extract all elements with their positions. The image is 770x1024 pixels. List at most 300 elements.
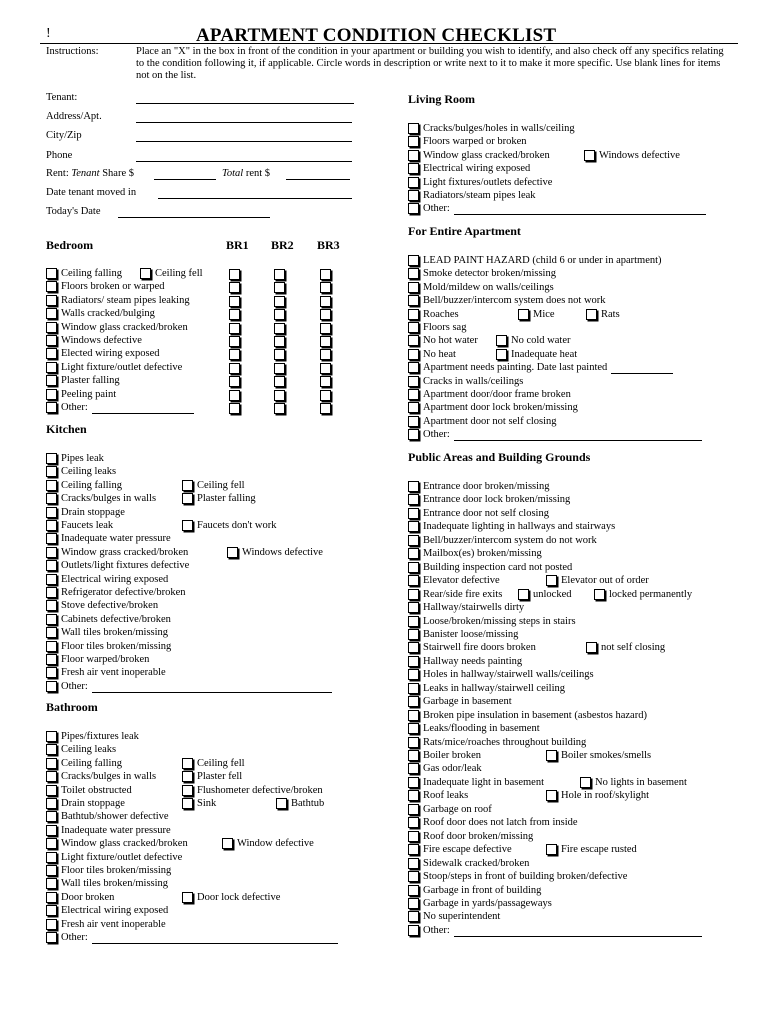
moved-in-field[interactable] bbox=[158, 198, 352, 199]
checkbox[interactable] bbox=[518, 309, 529, 320]
bathroom-item-inadequate-water-pressure[interactable] bbox=[46, 824, 171, 838]
bedroom-br2-checkbox[interactable] bbox=[274, 296, 285, 307]
entire-apartment-item-lead-paint-hazard-child-6-or-under-in-apartment[interactable] bbox=[408, 254, 662, 268]
checkbox[interactable] bbox=[408, 871, 419, 882]
public-areas-item-sidewalk-cracked-broken[interactable] bbox=[408, 857, 529, 871]
public-areas-item-roof-leaks[interactable] bbox=[408, 789, 468, 803]
bedroom-item-elected-wiring-exposed[interactable] bbox=[46, 347, 160, 361]
checkbox[interactable] bbox=[408, 429, 419, 440]
kitchen-item-inadequate-water-pressure[interactable] bbox=[46, 532, 171, 546]
public-areas-item-other[interactable] bbox=[408, 924, 702, 938]
public-areas-item-stairwell-fire-doors-broken[interactable] bbox=[408, 641, 536, 655]
living-room-item-radiators-steam-pipes-leak[interactable] bbox=[408, 189, 536, 203]
bedroom-br1-checkbox[interactable] bbox=[229, 296, 240, 307]
entire-apartment-item-apartment-needs-painting-date-last-painted[interactable] bbox=[408, 361, 673, 375]
checkbox[interactable] bbox=[546, 790, 557, 801]
checkbox[interactable] bbox=[546, 575, 557, 586]
checkbox[interactable] bbox=[586, 309, 597, 320]
public-areas-item-roof-door-broken-missing[interactable] bbox=[408, 830, 533, 844]
checkbox[interactable] bbox=[408, 203, 419, 214]
living-room-item-window-glass-cracked-broken[interactable] bbox=[408, 149, 550, 163]
public-areas-item-not-self-closing[interactable] bbox=[586, 641, 665, 655]
checkbox[interactable] bbox=[408, 858, 419, 869]
checkbox[interactable] bbox=[408, 508, 419, 519]
checkbox[interactable] bbox=[408, 898, 419, 909]
checkbox[interactable] bbox=[46, 520, 57, 531]
public-areas-item-elevator-defective[interactable] bbox=[408, 574, 500, 588]
bedroom-item-walls-cracked-bulging[interactable] bbox=[46, 307, 155, 321]
kitchen-item-electrical-wiring-exposed[interactable] bbox=[46, 573, 168, 587]
bathroom-item-ceiling-falling[interactable] bbox=[46, 757, 122, 771]
checkbox[interactable] bbox=[46, 560, 57, 571]
bathroom-item-toilet-obstructed[interactable] bbox=[46, 784, 132, 798]
bedroom-br3-checkbox[interactable] bbox=[320, 363, 331, 374]
write-in-line[interactable] bbox=[92, 403, 194, 414]
kitchen-item-pipes-leak[interactable] bbox=[46, 452, 104, 466]
checkbox[interactable] bbox=[408, 177, 419, 188]
entire-apartment-item-mold-mildew-on-walls-ceilings[interactable] bbox=[408, 281, 554, 295]
bathroom-item-electrical-wiring-exposed[interactable] bbox=[46, 904, 168, 918]
bedroom-br1-checkbox[interactable] bbox=[229, 282, 240, 293]
write-in-line[interactable] bbox=[454, 926, 702, 937]
bedroom-br3-checkbox[interactable] bbox=[320, 376, 331, 387]
kitchen-item-other[interactable] bbox=[46, 680, 332, 694]
bathroom-item-other[interactable] bbox=[46, 931, 338, 945]
public-areas-item-leaks-in-hallway-stairwell-ceiling[interactable] bbox=[408, 682, 565, 696]
bedroom-item-other[interactable] bbox=[46, 401, 194, 415]
checkbox[interactable] bbox=[46, 892, 57, 903]
checkbox[interactable] bbox=[46, 480, 57, 491]
bedroom-br3-checkbox[interactable] bbox=[320, 390, 331, 401]
total-rent-field[interactable] bbox=[286, 179, 350, 180]
entire-apartment-item-other[interactable] bbox=[408, 428, 702, 442]
bathroom-item-sink[interactable] bbox=[182, 797, 216, 811]
checkbox[interactable] bbox=[46, 389, 57, 400]
bedroom-item-light-fixture-outlet-defective[interactable] bbox=[46, 361, 182, 375]
public-areas-item-building-inspection-card-not-posted[interactable] bbox=[408, 561, 572, 575]
bedroom-br2-checkbox[interactable] bbox=[274, 363, 285, 374]
checkbox[interactable] bbox=[46, 905, 57, 916]
checkbox[interactable] bbox=[46, 667, 57, 678]
bathroom-item-cracks-bulges-in-walls[interactable] bbox=[46, 770, 156, 784]
checkbox[interactable] bbox=[46, 335, 57, 346]
public-areas-item-garbage-in-front-of-building[interactable] bbox=[408, 884, 541, 898]
checkbox[interactable] bbox=[182, 892, 193, 903]
checkbox[interactable] bbox=[408, 911, 419, 922]
checkbox[interactable] bbox=[496, 349, 507, 360]
checkbox[interactable] bbox=[586, 642, 597, 653]
header-rule bbox=[40, 43, 738, 44]
checkbox[interactable] bbox=[408, 616, 419, 627]
checkbox[interactable] bbox=[408, 150, 419, 161]
checkbox[interactable] bbox=[46, 322, 57, 333]
public-areas-item-leaks-flooding-in-basement[interactable] bbox=[408, 722, 540, 736]
living-room-item-other[interactable] bbox=[408, 202, 706, 216]
bedroom-br3-checkbox[interactable] bbox=[320, 269, 331, 280]
bedroom-br1-checkbox[interactable] bbox=[229, 390, 240, 401]
public-areas-item-locked-permanently[interactable] bbox=[594, 588, 692, 602]
bedroom-item-plaster-falling[interactable] bbox=[46, 374, 120, 388]
checkbox[interactable] bbox=[182, 798, 193, 809]
kitchen-item-ceiling-falling[interactable] bbox=[46, 479, 122, 493]
bathroom-item-floor-tiles-broken-missing[interactable] bbox=[46, 864, 171, 878]
checkbox[interactable] bbox=[408, 255, 419, 266]
write-in-line[interactable] bbox=[454, 204, 706, 215]
living-room-item-electrical-wiring-exposed[interactable] bbox=[408, 162, 530, 176]
bathroom-item-bathtub-shower-defective[interactable] bbox=[46, 810, 169, 824]
entire-apartment-item-apartment-door-lock-broken-missing[interactable] bbox=[408, 401, 578, 415]
bedroom-br1-checkbox[interactable] bbox=[229, 403, 240, 414]
checkbox[interactable] bbox=[408, 885, 419, 896]
checkbox[interactable] bbox=[408, 481, 419, 492]
checkbox[interactable] bbox=[408, 521, 419, 532]
public-areas-item-broken-pipe-insulation-in-basement-asbestos-hazard[interactable] bbox=[408, 709, 647, 723]
public-areas-item-garbage-in-yards-passageways[interactable] bbox=[408, 897, 552, 911]
tenant-share-field[interactable] bbox=[154, 179, 216, 180]
entire-apartment-item-no-cold-water[interactable] bbox=[496, 334, 570, 348]
checkbox[interactable] bbox=[408, 790, 419, 801]
checkbox[interactable] bbox=[408, 804, 419, 815]
entire-apartment-item-bell-buzzer-intercom-system-does-not-work[interactable] bbox=[408, 294, 606, 308]
checkbox[interactable] bbox=[46, 919, 57, 930]
checkbox[interactable] bbox=[46, 308, 57, 319]
checkbox[interactable] bbox=[580, 777, 591, 788]
public-areas-item-inadequate-lighting-in-hallways-and-stairways[interactable] bbox=[408, 520, 615, 534]
kitchen-item-cracks-bulges-in-walls[interactable] bbox=[46, 492, 156, 506]
item-label: Walls cracked/bulging bbox=[61, 308, 155, 319]
cityzip-field[interactable] bbox=[136, 141, 352, 142]
public-areas-item-no-lights-in-basement[interactable] bbox=[580, 776, 687, 790]
bedroom-br1-checkbox[interactable] bbox=[229, 323, 240, 334]
checkbox[interactable] bbox=[408, 710, 419, 721]
phone-field[interactable] bbox=[136, 161, 352, 162]
bathroom-item-bathtub[interactable] bbox=[276, 797, 324, 811]
checkbox[interactable] bbox=[227, 547, 238, 558]
checkbox[interactable] bbox=[408, 322, 419, 333]
bedroom-br3-checkbox[interactable] bbox=[320, 309, 331, 320]
checkbox[interactable] bbox=[46, 627, 57, 638]
kitchen-item-floor-warped-broken[interactable] bbox=[46, 653, 149, 667]
bathroom-item-window-defective[interactable] bbox=[222, 837, 314, 851]
checkbox[interactable] bbox=[408, 629, 419, 640]
checkbox[interactable] bbox=[408, 696, 419, 707]
entire-apartment-item-cracks-in-walls-ceilings[interactable] bbox=[408, 375, 523, 389]
public-areas-item-banister-loose-missing[interactable] bbox=[408, 628, 518, 642]
checkbox[interactable] bbox=[46, 281, 57, 292]
bedroom-br1-checkbox[interactable] bbox=[229, 269, 240, 280]
kitchen-item-window-grass-cracked-broken[interactable] bbox=[46, 546, 188, 560]
checkbox[interactable] bbox=[408, 123, 419, 134]
kitchen-item-outlets-light-fixtures-defective[interactable] bbox=[46, 559, 189, 573]
checkbox[interactable] bbox=[408, 282, 419, 293]
kitchen-item-stove-defective-broken[interactable] bbox=[46, 599, 158, 613]
public-areas-item-mailbox-es-broken-missing[interactable] bbox=[408, 547, 542, 561]
bedroom-br3-checkbox[interactable] bbox=[320, 336, 331, 347]
kitchen-item-cabinets-defective-broken[interactable] bbox=[46, 613, 171, 627]
bathroom-item-fresh-air-vent-inoperable[interactable] bbox=[46, 918, 166, 932]
checkbox[interactable] bbox=[222, 838, 233, 849]
checkbox[interactable] bbox=[46, 681, 57, 692]
checkbox[interactable] bbox=[182, 785, 193, 796]
checkbox[interactable] bbox=[46, 533, 57, 544]
checkbox[interactable] bbox=[46, 574, 57, 585]
public-areas-item-unlocked[interactable] bbox=[518, 588, 572, 602]
public-areas-item-hallway-needs-painting[interactable] bbox=[408, 655, 522, 669]
kitchen-item-plaster-falling[interactable] bbox=[182, 492, 256, 506]
public-areas-item-boiler-broken[interactable] bbox=[408, 749, 481, 763]
kitchen-item-wall-tiles-broken-missing[interactable] bbox=[46, 626, 168, 640]
living-room-item-light-fixtures-outlets-defective[interactable] bbox=[408, 176, 552, 190]
checkbox[interactable] bbox=[182, 520, 193, 531]
checkbox[interactable] bbox=[46, 798, 57, 809]
tenant-field[interactable] bbox=[136, 103, 354, 104]
living-room-item-cracks-bulges-holes-in-walls-ceiling[interactable] bbox=[408, 122, 575, 136]
checkbox[interactable] bbox=[46, 587, 57, 598]
bathroom-item-light-fixture-outlet-defective[interactable] bbox=[46, 851, 182, 865]
bedroom-item-ceiling-fell[interactable] bbox=[140, 267, 203, 281]
bedroom-item-floors-broken-or-warped[interactable] bbox=[46, 280, 165, 294]
checkbox[interactable] bbox=[408, 376, 419, 387]
public-areas-item-garbage-on-roof[interactable] bbox=[408, 803, 492, 817]
kitchen-item-ceiling-fell[interactable] bbox=[182, 479, 245, 493]
checkbox[interactable] bbox=[408, 777, 419, 788]
checkbox[interactable] bbox=[46, 744, 57, 755]
checkbox[interactable] bbox=[46, 785, 57, 796]
checkbox[interactable] bbox=[408, 750, 419, 761]
checkbox[interactable] bbox=[46, 865, 57, 876]
public-areas-item-fire-escape-rusted[interactable] bbox=[546, 843, 637, 857]
bedroom-br1-checkbox[interactable] bbox=[229, 336, 240, 347]
checkbox[interactable] bbox=[46, 758, 57, 769]
checkbox[interactable] bbox=[182, 771, 193, 782]
public-areas-item-gas-odor-leak[interactable] bbox=[408, 762, 482, 776]
bedroom-br3-checkbox[interactable] bbox=[320, 349, 331, 360]
kitchen-item-windows-defective[interactable] bbox=[227, 546, 323, 560]
bedroom-br2-checkbox[interactable] bbox=[274, 390, 285, 401]
entire-apartment-item-smoke-detector-broken-missing[interactable] bbox=[408, 267, 556, 281]
checkbox[interactable] bbox=[140, 268, 151, 279]
checkbox[interactable] bbox=[182, 480, 193, 491]
bedroom-br2-checkbox[interactable] bbox=[274, 403, 285, 414]
living-room-item-floors-warped-or-broken[interactable] bbox=[408, 135, 527, 149]
checkbox[interactable] bbox=[408, 723, 419, 734]
bedroom-item-ceiling-falling[interactable] bbox=[46, 267, 122, 281]
entire-apartment-item-no-hot-water[interactable] bbox=[408, 334, 478, 348]
entire-apartment-item-roaches[interactable] bbox=[408, 308, 459, 322]
write-in-line[interactable] bbox=[92, 933, 338, 944]
write-in-line[interactable] bbox=[454, 430, 702, 441]
checkbox[interactable] bbox=[46, 295, 57, 306]
checkbox[interactable] bbox=[408, 925, 419, 936]
kitchen-item-faucets-don-t-work[interactable] bbox=[182, 519, 276, 533]
bathroom-item-wall-tiles-broken-missing[interactable] bbox=[46, 877, 168, 891]
checkbox[interactable] bbox=[408, 683, 419, 694]
checkbox[interactable] bbox=[546, 750, 557, 761]
bedroom-br2-checkbox[interactable] bbox=[274, 323, 285, 334]
checkbox[interactable] bbox=[46, 825, 57, 836]
entire-apartment-item-no-heat[interactable] bbox=[408, 348, 456, 362]
kitchen-item-drain-stoppage[interactable] bbox=[46, 506, 125, 520]
bedroom-br2-checkbox[interactable] bbox=[274, 336, 285, 347]
checkbox[interactable] bbox=[408, 349, 419, 360]
checkbox[interactable] bbox=[408, 575, 419, 586]
bedroom-br1-checkbox[interactable] bbox=[229, 363, 240, 374]
bedroom-br2-checkbox[interactable] bbox=[274, 269, 285, 280]
write-in-line[interactable] bbox=[92, 682, 332, 693]
bathroom-item-window-glass-cracked-broken[interactable] bbox=[46, 837, 188, 851]
checkbox[interactable] bbox=[182, 758, 193, 769]
checkbox[interactable] bbox=[46, 852, 57, 863]
checkbox[interactable] bbox=[546, 844, 557, 855]
checkbox[interactable] bbox=[46, 268, 57, 279]
checkbox[interactable] bbox=[584, 150, 595, 161]
bathroom-item-ceiling-leaks[interactable] bbox=[46, 743, 116, 757]
checkbox[interactable] bbox=[408, 737, 419, 748]
public-areas-item-entrance-door-lock-broken-missing[interactable] bbox=[408, 493, 570, 507]
checkbox[interactable] bbox=[46, 453, 57, 464]
checkbox[interactable] bbox=[46, 731, 57, 742]
checkbox[interactable] bbox=[408, 362, 419, 373]
bedroom-br2-checkbox[interactable] bbox=[274, 309, 285, 320]
checkbox[interactable] bbox=[408, 535, 419, 546]
checkbox[interactable] bbox=[46, 547, 57, 558]
checkbox[interactable] bbox=[408, 190, 419, 201]
entire-apartment-item-mice[interactable] bbox=[518, 308, 555, 322]
public-areas-item-hallway-stairwells-dirty[interactable] bbox=[408, 601, 524, 615]
address-field[interactable] bbox=[136, 122, 352, 123]
checkbox[interactable] bbox=[46, 641, 57, 652]
entire-apartment-item-rats[interactable] bbox=[586, 308, 620, 322]
checkbox[interactable] bbox=[496, 335, 507, 346]
bedroom-br3-checkbox[interactable] bbox=[320, 323, 331, 334]
checkbox[interactable] bbox=[518, 589, 529, 600]
checkbox[interactable] bbox=[408, 389, 419, 400]
checkbox[interactable] bbox=[46, 878, 57, 889]
public-areas-item-rear-side-fire-exits[interactable] bbox=[408, 588, 502, 602]
bedroom-item-windows-defective[interactable] bbox=[46, 334, 142, 348]
bedroom-br3-checkbox[interactable] bbox=[320, 282, 331, 293]
checkbox[interactable] bbox=[408, 494, 419, 505]
bedroom-br1-checkbox[interactable] bbox=[229, 349, 240, 360]
checkbox[interactable] bbox=[408, 295, 419, 306]
checkbox[interactable] bbox=[408, 602, 419, 613]
checkbox[interactable] bbox=[46, 932, 57, 943]
bathroom-item-ceiling-fell[interactable] bbox=[182, 757, 245, 771]
public-areas-item-hole-in-roof-skylight[interactable] bbox=[546, 789, 649, 803]
kitchen-item-ceiling-leaks[interactable] bbox=[46, 465, 116, 479]
checkbox[interactable] bbox=[594, 589, 605, 600]
bathroom-item-pipes-fixtures-leak[interactable] bbox=[46, 730, 139, 744]
bathroom-item-flushometer-defective-broken[interactable] bbox=[182, 784, 323, 798]
public-areas-item-holes-in-hallway-stairwell-walls-ceilings[interactable] bbox=[408, 668, 594, 682]
entire-apartment-item-floors-sag[interactable] bbox=[408, 321, 466, 335]
checkbox[interactable] bbox=[46, 654, 57, 665]
public-areas-item-no-superintendent[interactable] bbox=[408, 910, 500, 924]
entire-apartment-item-apartment-door-not-self-closing[interactable] bbox=[408, 415, 557, 429]
checkbox[interactable] bbox=[46, 493, 57, 504]
bedroom-br1-checkbox[interactable] bbox=[229, 376, 240, 387]
living-room-item-windows-defective[interactable] bbox=[584, 149, 680, 163]
bathroom-item-door-broken[interactable] bbox=[46, 891, 114, 905]
checkbox[interactable] bbox=[408, 402, 419, 413]
bedroom-item-peeling-paint[interactable] bbox=[46, 388, 116, 402]
checkbox[interactable] bbox=[408, 589, 419, 600]
checkbox[interactable] bbox=[46, 811, 57, 822]
checkbox[interactable] bbox=[182, 493, 193, 504]
kitchen-item-floor-tiles-broken-missing[interactable] bbox=[46, 640, 171, 654]
bedroom-item-window-glass-cracked-broken[interactable] bbox=[46, 321, 188, 335]
bathroom-item-drain-stoppage[interactable] bbox=[46, 797, 125, 811]
public-areas-item-rats-mice-roaches-throughout-building[interactable] bbox=[408, 736, 586, 750]
checkbox[interactable] bbox=[408, 562, 419, 573]
checkbox[interactable] bbox=[408, 844, 419, 855]
checkbox[interactable] bbox=[408, 136, 419, 147]
checkbox[interactable] bbox=[46, 402, 57, 413]
checkbox[interactable] bbox=[408, 817, 419, 828]
bedroom-br2-checkbox[interactable] bbox=[274, 376, 285, 387]
bedroom-br3-checkbox[interactable] bbox=[320, 403, 331, 414]
checkbox[interactable] bbox=[408, 268, 419, 279]
public-areas-item-loose-broken-missing-steps-in-stairs[interactable] bbox=[408, 615, 576, 629]
public-areas-item-entrance-door-broken-missing[interactable] bbox=[408, 480, 550, 494]
checkbox[interactable] bbox=[46, 507, 57, 518]
checkbox[interactable] bbox=[408, 416, 419, 427]
checkbox[interactable] bbox=[46, 348, 57, 359]
bedroom-br2-checkbox[interactable] bbox=[274, 349, 285, 360]
public-areas-item-elevator-out-of-order[interactable] bbox=[546, 574, 649, 588]
public-areas-item-fire-escape-defective[interactable] bbox=[408, 843, 512, 857]
bedroom-br1-checkbox[interactable] bbox=[229, 309, 240, 320]
checkbox[interactable] bbox=[46, 614, 57, 625]
checkbox[interactable] bbox=[408, 763, 419, 774]
checkbox[interactable] bbox=[408, 656, 419, 667]
checkbox[interactable] bbox=[408, 548, 419, 559]
entire-apartment-item-apartment-door-door-frame-broken[interactable] bbox=[408, 388, 571, 402]
checkbox[interactable] bbox=[408, 642, 419, 653]
checkbox[interactable] bbox=[46, 466, 57, 477]
kitchen-item-refrigerator-defective-broken[interactable] bbox=[46, 586, 185, 600]
public-areas-item-boiler-smokes-smells[interactable] bbox=[546, 749, 651, 763]
entire-apartment-item-inadequate-heat[interactable] bbox=[496, 348, 577, 362]
public-areas-item-bell-buzzer-intercom-system-do-not-work[interactable] bbox=[408, 534, 597, 548]
checkbox[interactable] bbox=[408, 335, 419, 346]
checkbox[interactable] bbox=[46, 838, 57, 849]
checkbox[interactable] bbox=[408, 831, 419, 842]
public-areas-item-stoop-steps-in-front-of-building-broken-defective[interactable] bbox=[408, 870, 627, 884]
bedroom-item-radiators-steam-pipes-leaking[interactable] bbox=[46, 294, 190, 308]
checkbox[interactable] bbox=[46, 600, 57, 611]
checkbox[interactable] bbox=[46, 771, 57, 782]
kitchen-item-faucets-leak[interactable] bbox=[46, 519, 113, 533]
bedroom-br2-checkbox[interactable] bbox=[274, 282, 285, 293]
bathroom-item-plaster-fell[interactable] bbox=[182, 770, 242, 784]
public-areas-item-garbage-in-basement[interactable] bbox=[408, 695, 512, 709]
checkbox[interactable] bbox=[46, 375, 57, 386]
checkbox[interactable] bbox=[408, 309, 419, 320]
public-areas-item-roof-door-does-not-latch-from-inside[interactable] bbox=[408, 816, 578, 830]
bedroom-br3-checkbox[interactable] bbox=[320, 296, 331, 307]
write-in-line[interactable] bbox=[611, 363, 673, 374]
checkbox[interactable] bbox=[46, 362, 57, 373]
public-areas-item-inadequate-light-in-basement[interactable] bbox=[408, 776, 544, 790]
kitchen-item-fresh-air-vent-inoperable[interactable] bbox=[46, 666, 166, 680]
checkbox[interactable] bbox=[408, 669, 419, 680]
checkbox[interactable] bbox=[408, 163, 419, 174]
todays-date-field[interactable] bbox=[118, 217, 270, 218]
bathroom-item-door-lock-defective[interactable] bbox=[182, 891, 280, 905]
public-areas-item-entrance-door-not-self-closing[interactable] bbox=[408, 507, 549, 521]
checkbox[interactable] bbox=[276, 798, 287, 809]
